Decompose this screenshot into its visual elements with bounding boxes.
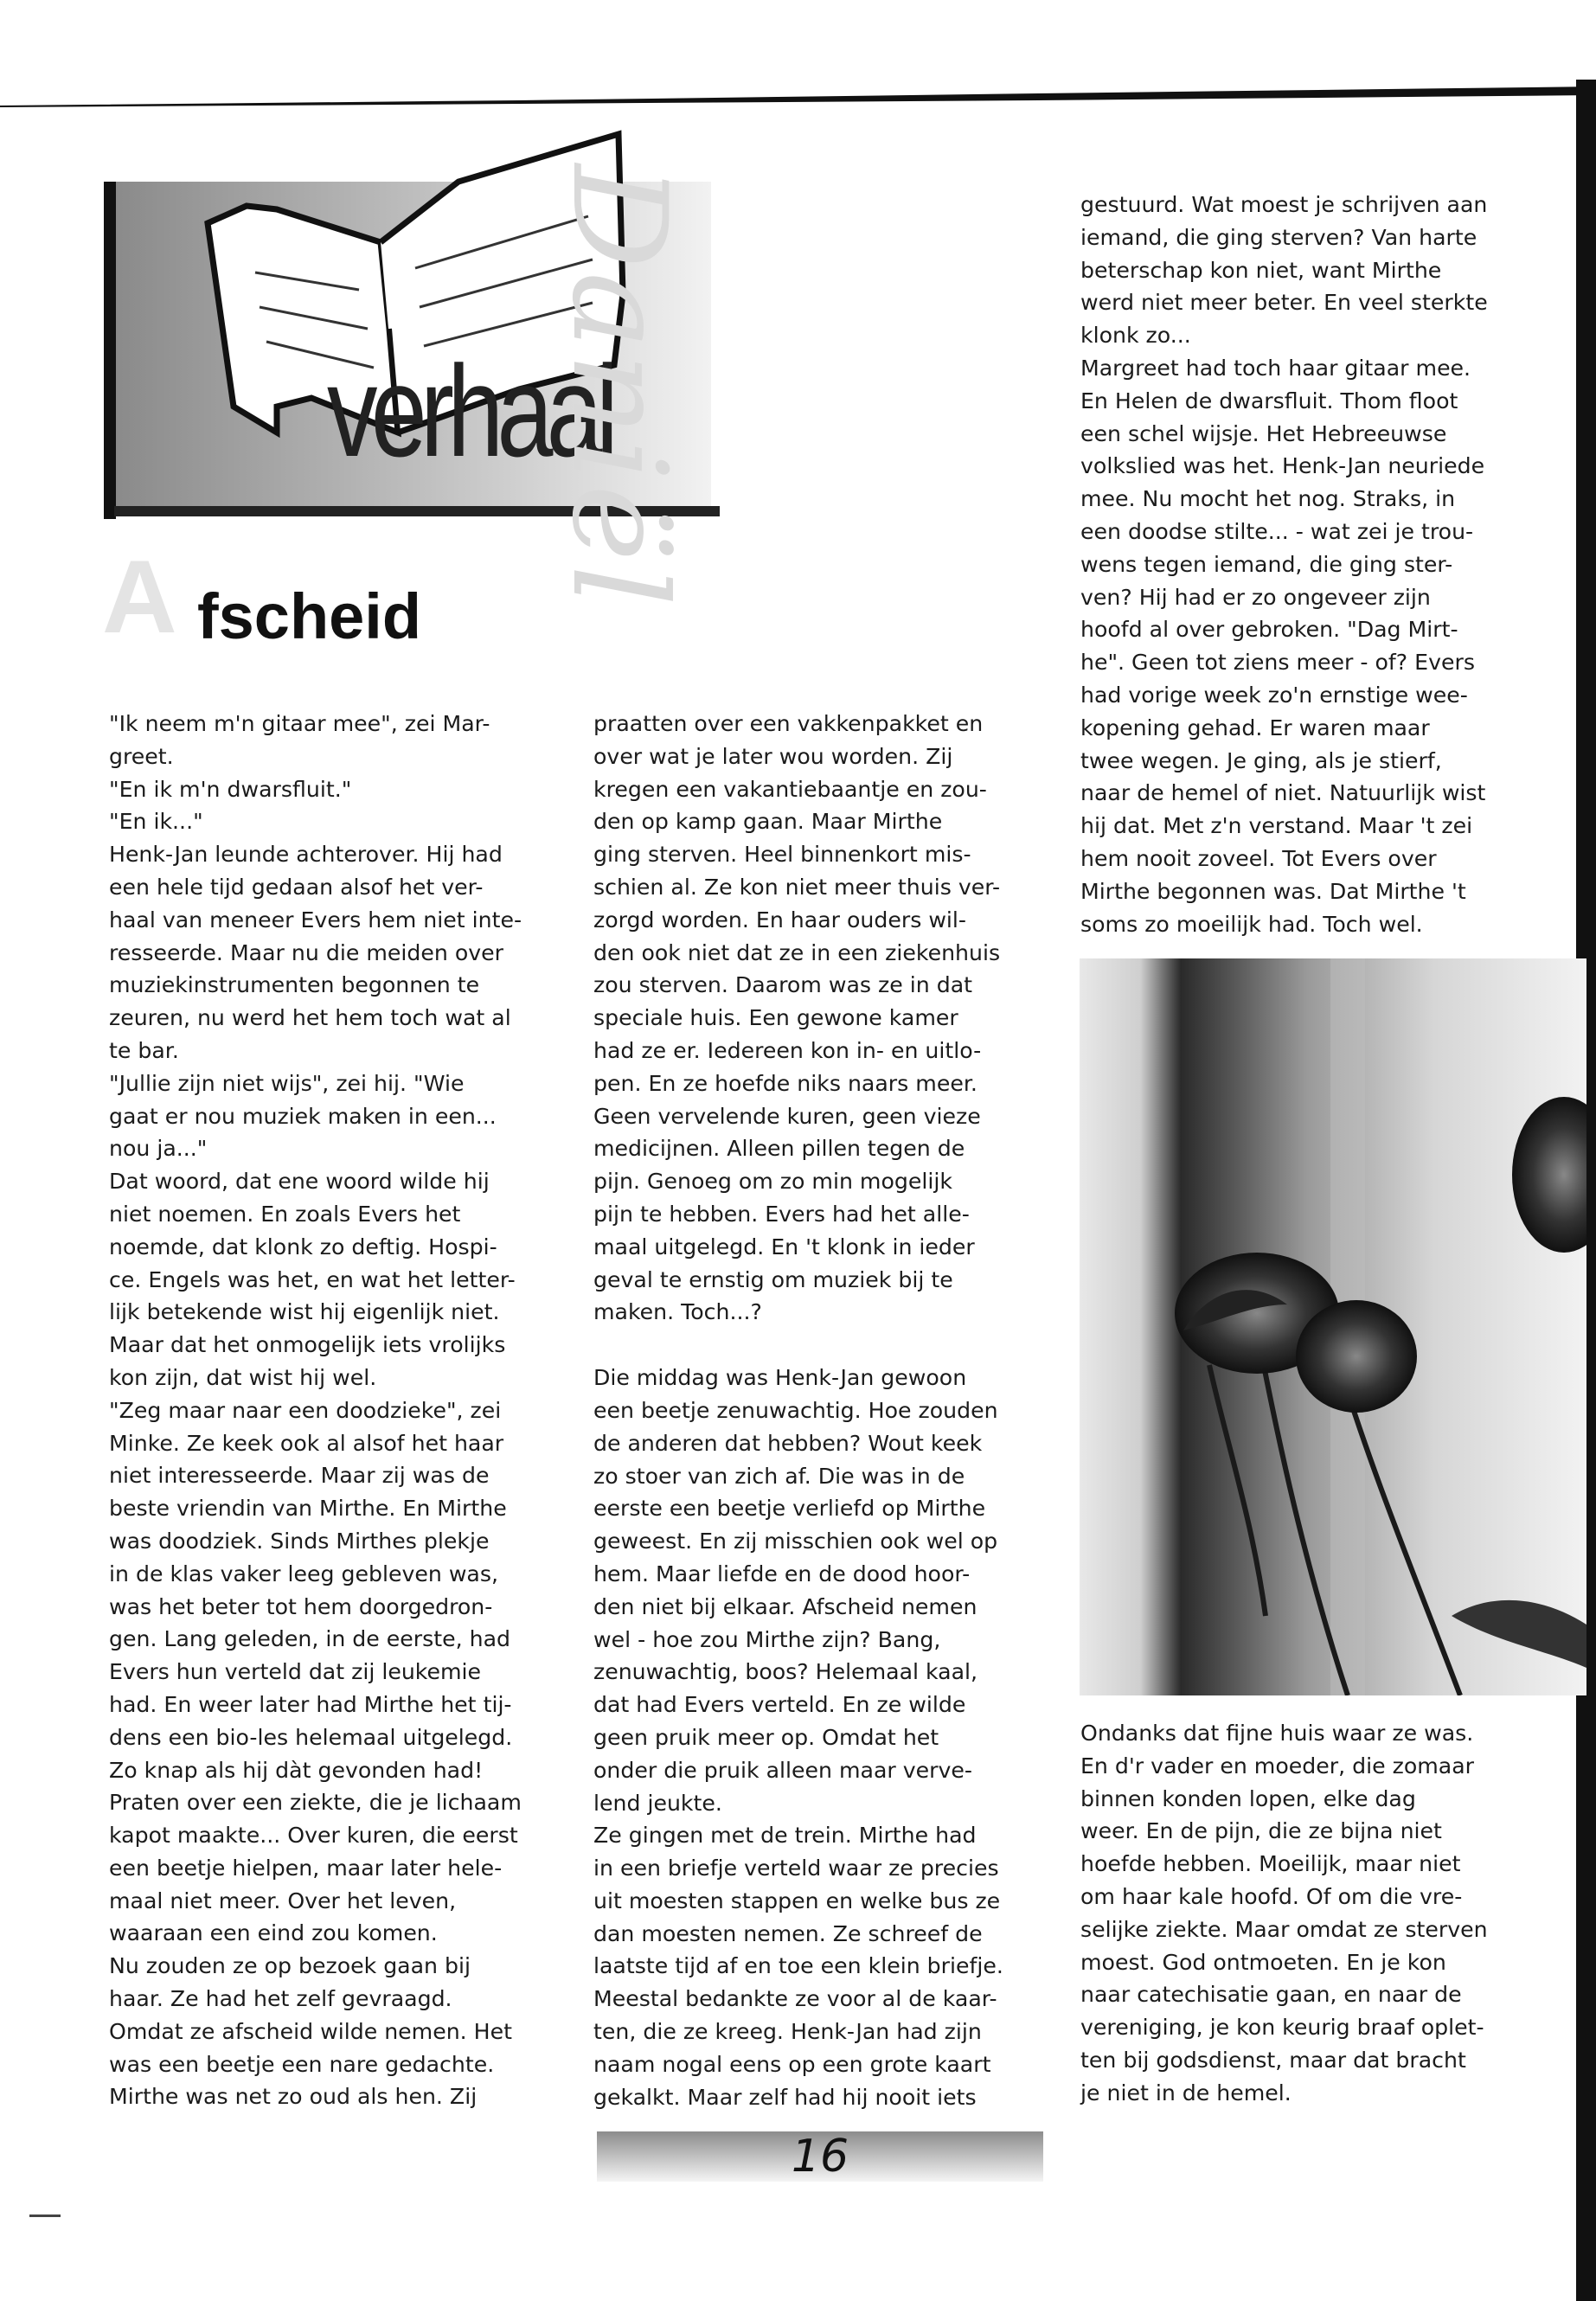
text-line: binnen konden lopen, elke dag xyxy=(1080,1785,1416,1811)
scan-edge-top xyxy=(0,87,1596,107)
text-line: onder die pruik alleen maar verve- xyxy=(593,1757,973,1783)
text-line: maal niet meer. Over het leven, xyxy=(109,1888,457,1913)
text-line: ven? Hij had er zo ongeveer zijn xyxy=(1080,584,1431,610)
text-line: Meestal bedankte ze voor al de kaar- xyxy=(593,1986,997,2012)
text-line: ging sterven. Heel binnenkort mis- xyxy=(593,842,971,868)
text-line: was een beetje een nare gedachte. xyxy=(109,2051,495,2077)
text-line: werd niet meer beter. En veel sterkte xyxy=(1080,290,1488,316)
text-line: den ook niet dat ze in een ziekenhuis xyxy=(593,939,1001,965)
page-number: 16 xyxy=(791,2131,849,2182)
text-line: medicijnen. Alleen pillen tegen de xyxy=(593,1136,965,1162)
text-line: moest. God ontmoeten. En je kon xyxy=(1080,1949,1446,1975)
text-line: Die middag was Henk-Jan gewoon xyxy=(593,1365,967,1391)
text-line: Omdat ze afscheid wilde nemen. Het xyxy=(109,2018,512,2044)
text-line: geen pruik meer op. Omdat het xyxy=(593,1724,939,1750)
text-line: Evers hun verteld dat zij leukemie xyxy=(109,1659,482,1685)
text-line: ce. Engels was het, en wat het letter- xyxy=(109,1266,516,1292)
text-line: Mirthe begonnen was. Dat Mirthe 't xyxy=(1080,878,1466,904)
text-line: had ze er. Iedereen kon in- en uitlo- xyxy=(593,1037,982,1063)
text-line: Ze gingen met de trein. Mirthe had xyxy=(593,1823,977,1849)
text-line: Henk-Jan leunde achterover. Hij had xyxy=(109,842,503,868)
text-line: dat had Evers verteld. En ze wilde xyxy=(593,1692,966,1718)
text-line: eerste een beetje verliefd op Mirthe xyxy=(593,1496,986,1522)
text-line: "Jullie zijn niet wijs", zei hij. "Wie xyxy=(109,1070,465,1096)
text-line: Dat woord, dat ene woord wilde hij xyxy=(109,1169,490,1195)
text-line: Mirthe was net zo oud als hen. Zij xyxy=(109,2084,478,2110)
text-column-3-bottom xyxy=(1080,1717,1565,2110)
text-line: niet interesseerde. Maar zij was de xyxy=(109,1463,490,1489)
text-line: dan moesten nemen. Ze schreef de xyxy=(593,1920,983,1946)
text-line: volkslied was het. Henk-Jan neuriede xyxy=(1080,453,1485,479)
text-line: den op kamp gaan. Maar Mirthe xyxy=(593,809,943,835)
text-line: gestuurd. Wat moest je schrijven aan xyxy=(1080,192,1488,217)
text-column-1 xyxy=(109,708,567,2113)
text-line: gaat er nou muziek maken in een... xyxy=(109,1103,497,1129)
text-line: maken. Toch...? xyxy=(593,1299,762,1325)
text-line: vereniging, je kon keurig braaf oplet- xyxy=(1080,2015,1484,2041)
text-line: kapot maakte... Over kuren, die eerst xyxy=(109,1823,518,1849)
article-title: fscheid xyxy=(197,580,422,652)
text-line: naar de hemel of niet. Natuurlijk wist xyxy=(1080,780,1486,806)
text-line: kopening gehad. Er waren maar xyxy=(1080,715,1430,740)
text-line: beste vriendin van Mirthe. En Mirthe xyxy=(109,1496,507,1522)
text-line: om haar kale hoofd. Of om die vre- xyxy=(1080,1883,1463,1909)
text-line: ten bij godsdienst, maar dat bracht xyxy=(1080,2047,1466,2073)
text-line: zeuren, nu werd het hem toch wat al xyxy=(109,1005,511,1031)
text-line: geval te ernstig om muziek bij te xyxy=(593,1266,953,1292)
text-line: resseerde. Maar nu die meiden over xyxy=(109,939,503,965)
text-line: speciale huis. Een gewone kamer xyxy=(593,1005,958,1031)
text-line: zou sterven. Daarom was ze in dat xyxy=(593,972,973,998)
text-line: naam nogal eens op een grote kaart xyxy=(593,2051,991,2077)
text-line: mee. Nu mocht het nog. Straks, in xyxy=(1080,486,1456,512)
text-line: een beetje zenuwachtig. Hoe zouden xyxy=(593,1397,998,1423)
text-line: schien al. Ze kon niet meer thuis ver- xyxy=(593,874,1001,900)
text-line: de anderen dat hebben? Wout keek xyxy=(593,1430,983,1456)
text-line: een hele tijd gedaan alsof het ver- xyxy=(109,874,484,900)
text-line: was het beter tot hem doorgedron- xyxy=(109,1593,493,1619)
text-line: wens tegen iemand, die ging ster- xyxy=(1080,551,1453,577)
text-line: Ondanks dat fijne huis waar ze was. xyxy=(1080,1721,1474,1746)
text-line: nou ja..." xyxy=(109,1136,208,1162)
text-line: hij dat. Met z'n verstand. Maar 't zei xyxy=(1080,813,1473,839)
text-line: twee wegen. Je ging, als je stierf, xyxy=(1080,747,1442,773)
text-line: he". Geen tot ziens meer - of? Evers xyxy=(1080,650,1475,676)
text-line: pen. En ze hoefde niks naars meer. xyxy=(593,1070,977,1096)
text-line: te bar. xyxy=(109,1037,179,1063)
text-line: Minke. Ze keek ook al alsof het haar xyxy=(109,1430,504,1456)
text-line: zorgd worden. En haar ouders wil- xyxy=(593,907,967,933)
text-line: kregen een vakantiebaantje en zou- xyxy=(593,776,987,802)
text-line: kon zijn, dat wist hij wel. xyxy=(109,1364,377,1390)
text-line: haar. Ze had het zelf gevraagd. xyxy=(109,1986,452,2012)
text-column-2 xyxy=(593,708,1052,2113)
text-line: beterschap kon niet, want Mirthe xyxy=(1080,257,1442,283)
text-line: ten, die ze kreeg. Henk-Jan had zijn xyxy=(593,2019,982,2045)
text-line: uit moesten stappen en welke bus ze xyxy=(593,1888,1001,1913)
text-line: haal van meneer Evers hem niet inte- xyxy=(109,907,522,933)
text-line: in de klas vaker leeg gebleven was, xyxy=(109,1561,498,1586)
text-line: lijk betekende wist hij eigenlijk niet. xyxy=(109,1299,500,1325)
text-line: geweest. En zij misschien ook wel op xyxy=(593,1529,998,1554)
text-line: je niet in de hemel. xyxy=(1080,2080,1292,2106)
text-line: greet. xyxy=(109,743,174,769)
text-line: zenuwachtig, boos? Helemaal kaal, xyxy=(593,1659,978,1685)
text-line: Praten over een ziekte, die je lichaam xyxy=(109,1790,522,1816)
text-line: noemde, dat klonk zo deftig. Hospi- xyxy=(109,1234,497,1259)
text-line: "En ik m'n dwarsfluit." xyxy=(109,776,352,802)
text-line: hoofd al over gebroken. "Dag Mirt- xyxy=(1080,617,1458,643)
text-line: Maar dat het onmogelijk iets vrolijks xyxy=(109,1332,506,1358)
text-line: soms zo moeilijk had. Toch wel. xyxy=(1080,911,1423,937)
text-line: selijke ziekte. Maar omdat ze sterven xyxy=(1080,1916,1488,1942)
rose-photo xyxy=(1080,958,1586,1695)
text-line: Nu zouden ze op bezoek gaan bij xyxy=(109,1953,471,1979)
text-line: hem. Maar liefde en de dood hoor- xyxy=(593,1561,971,1586)
text-line: Geen vervelende kuren, geen vieze xyxy=(593,1103,981,1129)
text-line: pijn te hebben. Evers had het alle- xyxy=(593,1201,970,1227)
text-line: den niet bij elkaar. Afscheid nemen xyxy=(593,1593,977,1619)
text-line: hem nooit zoveel. Tot Evers over xyxy=(1080,845,1437,871)
text-line: iemand, die ging sterven? Van harte xyxy=(1080,224,1477,250)
text-line: En d'r vader en moeder, die zomaar xyxy=(1080,1753,1474,1779)
text-line: naar catechisatie gaan, en naar de xyxy=(1080,1982,1462,2008)
text-line: zo stoer van zich af. Die was in de xyxy=(593,1463,965,1489)
text-line: praatten over een vakkenpakket en xyxy=(593,711,984,736)
text-line: weer. En de pijn, die ze bijna niet xyxy=(1080,1818,1442,1844)
text-line: lend jeukte. xyxy=(593,1790,722,1816)
text-line: had vorige week zo'n ernstige wee- xyxy=(1080,682,1468,708)
scan-mark xyxy=(29,2214,61,2217)
text-line: "Ik neem m'n gitaar mee", zei Mar- xyxy=(109,711,490,736)
author-name-vertical: Daniël xyxy=(543,164,694,611)
text-line: een doodse stilte... - wat zei je trou- xyxy=(1080,518,1474,544)
text-line: waaraan een eind zou komen. xyxy=(109,1920,438,1946)
text-line: pijn. Genoeg om zo min mogelijk xyxy=(593,1169,952,1195)
text-line: maal uitgelegd. En 't klonk in ieder xyxy=(593,1234,975,1259)
text-line: klonk zo... xyxy=(1080,323,1191,349)
text-line: een beetje hielpen, maar later hele- xyxy=(109,1855,503,1881)
text-line: "Zeg maar naar een doodzieke", zei xyxy=(109,1397,502,1423)
text-line: gen. Lang geleden, in de eerste, had xyxy=(109,1626,511,1652)
section-kicker: verhaal xyxy=(327,338,612,484)
text-line: Margreet had toch haar gitaar mee. xyxy=(1080,355,1471,381)
text-line: een schel wijsje. Het Hebreeuwse xyxy=(1080,420,1447,446)
title-drop-letter: A xyxy=(102,539,177,655)
text-column-3-top xyxy=(1080,189,1565,940)
text-line: in een briefje verteld waar ze precies xyxy=(593,1856,999,1881)
text-line: laatste tijd af en toe een klein briefje. xyxy=(593,1953,1003,1979)
text-line: "En ik..." xyxy=(109,809,203,835)
text-line: gekalkt. Maar zelf had hij nooit iets xyxy=(593,2084,977,2110)
text-line: muziekinstrumenten begonnen te xyxy=(109,972,480,998)
text-line: hoefde hebben. Moeilijk, maar niet xyxy=(1080,1851,1461,1877)
text-line: En Helen de dwarsfluit. Thom floot xyxy=(1080,388,1458,413)
text-line: was doodziek. Sinds Mirthes plekje xyxy=(109,1528,490,1554)
text-line: wel - hoe zou Mirthe zijn? Bang, xyxy=(593,1626,941,1652)
text-line: over wat je later wou worden. Zij xyxy=(593,743,953,769)
text-line: Zo knap als hij dàt gevonden had! xyxy=(109,1757,484,1783)
text-line: dens een bio-les helemaal uitgelegd. xyxy=(109,1724,513,1750)
text-line: had. En weer later had Mirthe het tij- xyxy=(109,1691,512,1717)
text-line: niet noemen. En zoals Evers het xyxy=(109,1201,461,1227)
